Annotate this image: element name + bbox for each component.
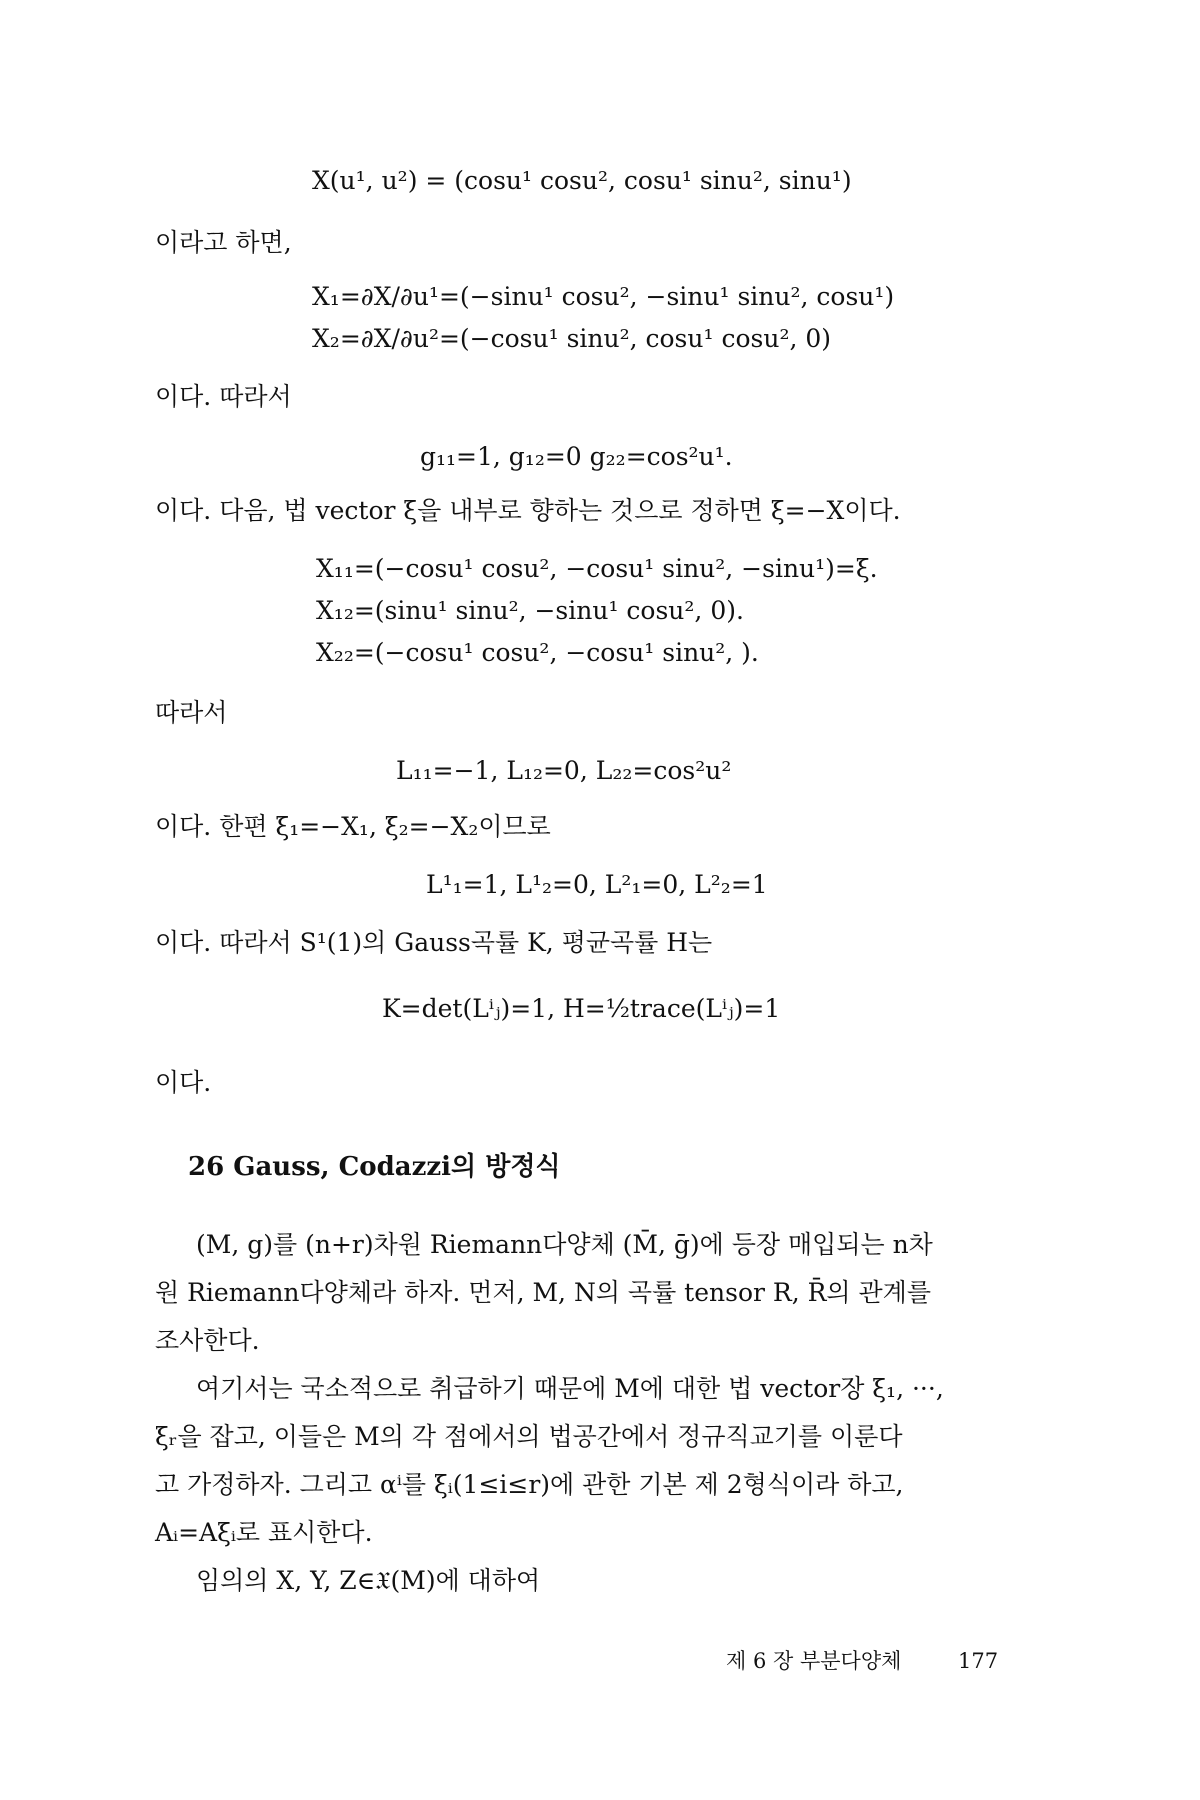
paragraph-line: ξᵣ을 잡고, 이들은 M의 각 점에서의 법공간에서 정규직교기를 이룬다 — [155, 1422, 903, 1451]
equation-x22: X₂₂=(−cosu¹ cosu², −cosu¹ sinu², ). — [316, 638, 759, 667]
text-line: 이다. 따라서 — [155, 382, 292, 411]
equation-surface-param: X(u¹, u²) = (cosu¹ cosu², cosu¹ sinu², sinu¹) — [312, 166, 852, 195]
equation-second-form: L₁₁=−1, L₁₂=0, L₂₂=cos²u² — [396, 756, 732, 785]
text-line: 따라서 — [155, 698, 228, 727]
page-number: 177 — [958, 1649, 999, 1673]
equation-shape-operator: L¹₁=1, L¹₂=0, L²₁=0, L²₂=1 — [426, 870, 768, 899]
text-line: 이라고 하면, — [155, 228, 292, 257]
equation-curvature: K=det(Lⁱⱼ)=1, H=½trace(Lⁱⱼ)=1 — [382, 994, 781, 1023]
equation-x2: X₂=∂X/∂u²=(−cosu¹ sinu², cosu¹ cosu², 0) — [312, 324, 832, 353]
text-line: 이다. 따라서 S¹(1)의 Gauss곡률 K, 평균곡률 H는 — [155, 928, 713, 957]
text-line: 이다. 한편 ξ₁=−X₁, ξ₂=−X₂이므로 — [155, 812, 551, 841]
section-heading: 26 Gauss, Codazzi의 방정식 — [188, 1152, 561, 1182]
text-line: 이다. — [155, 1068, 212, 1097]
equation-x11: X₁₁=(−cosu¹ cosu², −cosu¹ sinu², −sinu¹)=ξ. — [316, 554, 878, 583]
equation-metric: g₁₁=1, g₁₂=0 g₂₂=cos²u¹. — [420, 442, 733, 471]
equation-x1: X₁=∂X/∂u¹=(−sinu¹ cosu², −sinu¹ sinu², cosu¹) — [312, 282, 895, 311]
paragraph-line: 조사한다. — [155, 1326, 260, 1355]
paragraph-line: 고 가정하자. 그리고 αⁱ를 ξᵢ(1≤i≤r)에 관한 기본 제 2형식이라 하고, — [155, 1470, 904, 1499]
paragraph-line: 임의의 X, Y, Z∈𝔛(M)에 대하여 — [196, 1566, 541, 1595]
paragraph-line: 원 Riemann다양체라 하자. 먼저, M, N의 곡률 tensor R, R̄의 관계를 — [155, 1278, 931, 1307]
paragraph-line: Aᵢ=Aξᵢ로 표시한다. — [155, 1518, 373, 1547]
running-footer-chapter: 제 6 장 부분다양체 — [726, 1649, 902, 1673]
text-line: 이다. 다음, 법 vector ξ을 내부로 향하는 것으로 정하면 ξ=−X이다. — [155, 496, 901, 525]
paragraph-line: (M, g)를 (n+r)차원 Riemann다양체 (M̄, ḡ)에 등장 매입되는 n차 — [196, 1230, 933, 1259]
equation-x12: X₁₂=(sinu¹ sinu², −sinu¹ cosu², 0). — [316, 596, 744, 625]
paragraph-line: 여기서는 국소적으로 취급하기 때문에 M에 대한 법 vector장 ξ₁, ···, — [196, 1374, 944, 1403]
